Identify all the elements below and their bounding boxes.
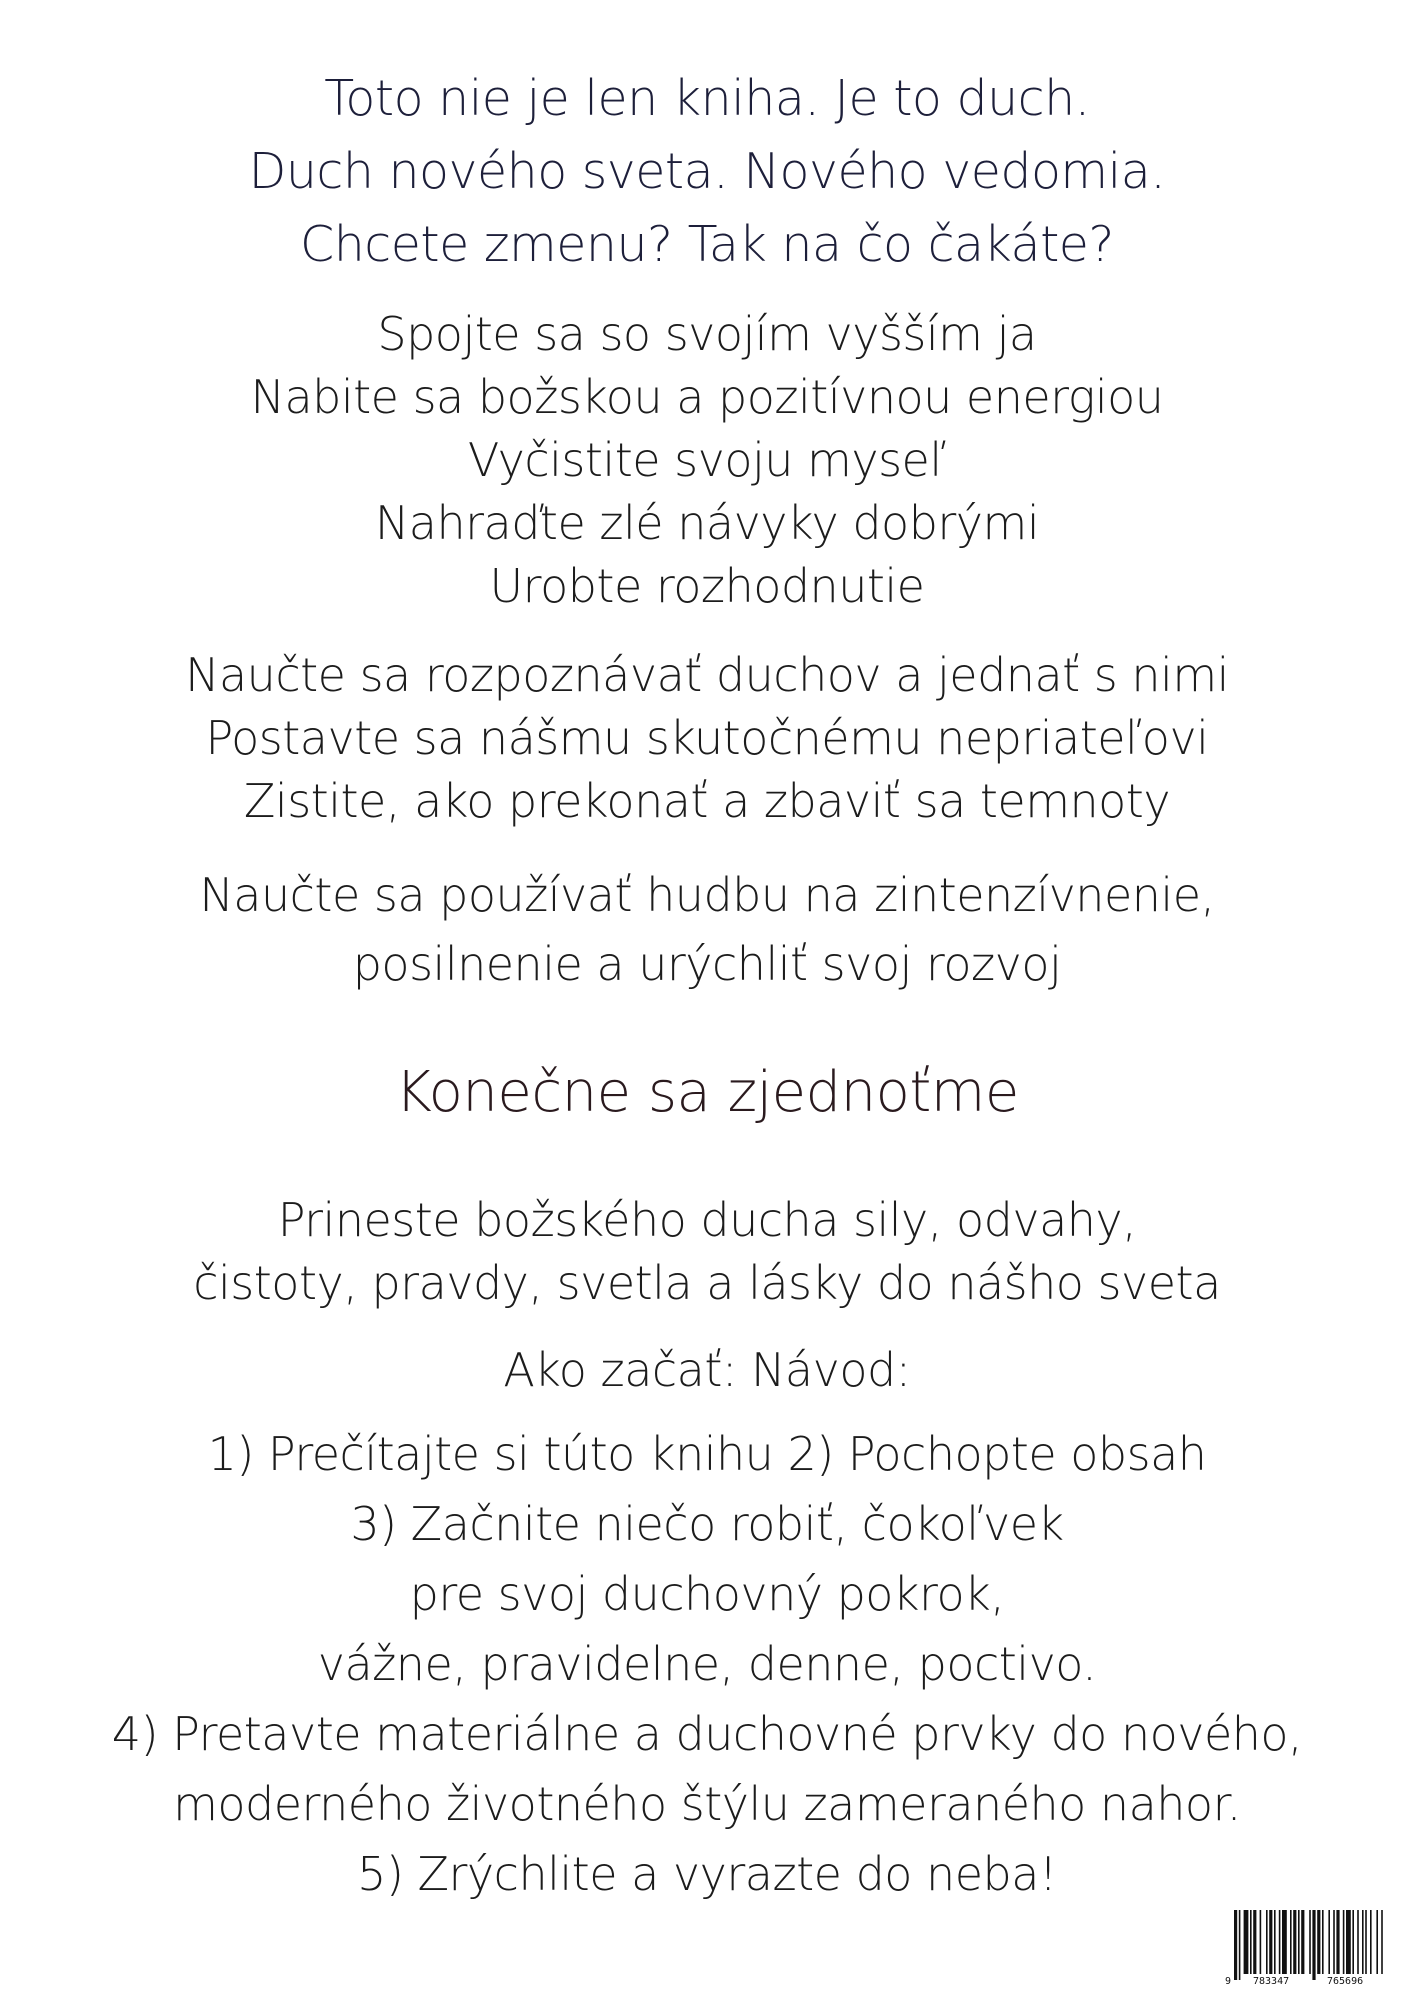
barcode-group-1: 783347	[1253, 1976, 1290, 1987]
isbn-barcode	[1222, 1908, 1390, 1992]
barcode-bar	[1336, 1910, 1339, 1974]
step-line-4: vážne, pravidelne, denne, poctivo.	[317, 1637, 1097, 1691]
bring-line-2: čistoty, pravdy, svetla a lásky do nášho sveta	[193, 1256, 1221, 1310]
step-line-7: 5) Zrýchlite a vyrazte do neba!	[357, 1847, 1057, 1901]
barcode-bar	[1317, 1910, 1320, 1974]
step-line-3: pre svoj duchovný pokrok,	[409, 1567, 1005, 1621]
barcode-bar	[1239, 1910, 1241, 1980]
barcode-bar	[1381, 1910, 1383, 1974]
barcode-bar	[1282, 1910, 1287, 1974]
music-line-1: Naučte sa používať hudbu na zintenzívnenie,	[199, 868, 1215, 922]
barcode-bar	[1376, 1910, 1378, 1974]
barcode-bar	[1346, 1910, 1351, 1974]
benefit-line-2: Nabite sa božskou a pozitívnou energiou	[250, 370, 1164, 424]
intro-line-3: Chcete zmenu? Tak na čo čakáte?	[300, 216, 1114, 273]
benefit-line-3: Vyčistite svoju myseľ	[467, 433, 947, 487]
barcode-bar	[1362, 1910, 1364, 1974]
bring-line-1: Prineste božského ducha sily, odvahy,	[277, 1193, 1137, 1247]
barcode-group-2: 765696	[1327, 1976, 1364, 1987]
barcode-digits	[1222, 1976, 1390, 1992]
barcode-bar	[1343, 1910, 1345, 1974]
barcode-bar	[1244, 1910, 1249, 1974]
barcode-bar	[1293, 1910, 1296, 1974]
benefit-line-4: Nahraďte zlé návyky dobrými	[374, 496, 1040, 550]
barcode-bar	[1309, 1910, 1311, 1974]
barcode-bar	[1301, 1910, 1304, 1974]
barcode-bar	[1266, 1910, 1268, 1974]
step-line-5: 4) Pretavte materiálne a duchovné prvky do nového,	[111, 1707, 1303, 1761]
barcode-bar	[1352, 1910, 1354, 1974]
barcode-bar	[1234, 1910, 1237, 1980]
barcode-bar	[1274, 1910, 1276, 1974]
barcode-bar	[1253, 1910, 1256, 1974]
section-heading: Konečne sa zjednoťme	[395, 1060, 1019, 1125]
music-line-2: posilnenie a urýchliť svoj rozvoj	[352, 937, 1062, 991]
barcode-bar	[1250, 1910, 1252, 1974]
step-line-6: moderného životného štýlu zameraného nahor.	[173, 1777, 1241, 1831]
barcode-bar	[1357, 1910, 1359, 1974]
barcode-bar	[1370, 1910, 1372, 1974]
barcode-bar	[1365, 1910, 1367, 1974]
barcode-bar	[1298, 1910, 1300, 1974]
intro-line-2: Duch nového sveta. Nového vedomia.	[248, 143, 1166, 200]
step-line-1: 1) Prečítajte si túto knihu 2) Pochopte obsah	[207, 1427, 1207, 1481]
step-line-2: 3) Začnite niečo robiť, čokoľvek	[350, 1497, 1064, 1551]
barcode-bar	[1260, 1910, 1262, 1974]
spirits-line-2: Postavte sa nášmu skutočnému nepriateľovi	[205, 711, 1209, 765]
benefit-line-1: Spojte sa so svojím vyšším ja	[377, 307, 1037, 361]
spirits-line-1: Naučte sa rozpoznávať duchov a jednať s nimi	[185, 648, 1229, 702]
barcode-bar	[1279, 1910, 1281, 1974]
guide-title: Ako začať: Návod:	[503, 1343, 911, 1397]
barcode-bar	[1269, 1910, 1272, 1974]
barcode-bars	[1222, 1908, 1390, 1980]
barcode-bar	[1322, 1910, 1324, 1974]
barcode-bar	[1328, 1910, 1330, 1974]
barcode-bar	[1312, 1910, 1315, 1980]
benefit-line-5: Urobte rozhodnutie	[489, 559, 925, 613]
barcode-bar	[1290, 1910, 1292, 1974]
barcode-prefix: 9	[1225, 1976, 1232, 1987]
intro-line-1: Toto nie je len kniha. Je to duch.	[324, 70, 1090, 127]
spirits-line-3: Zistite, ako prekonať a zbaviť sa temnoty	[243, 774, 1171, 828]
barcode-bar	[1333, 1910, 1335, 1974]
